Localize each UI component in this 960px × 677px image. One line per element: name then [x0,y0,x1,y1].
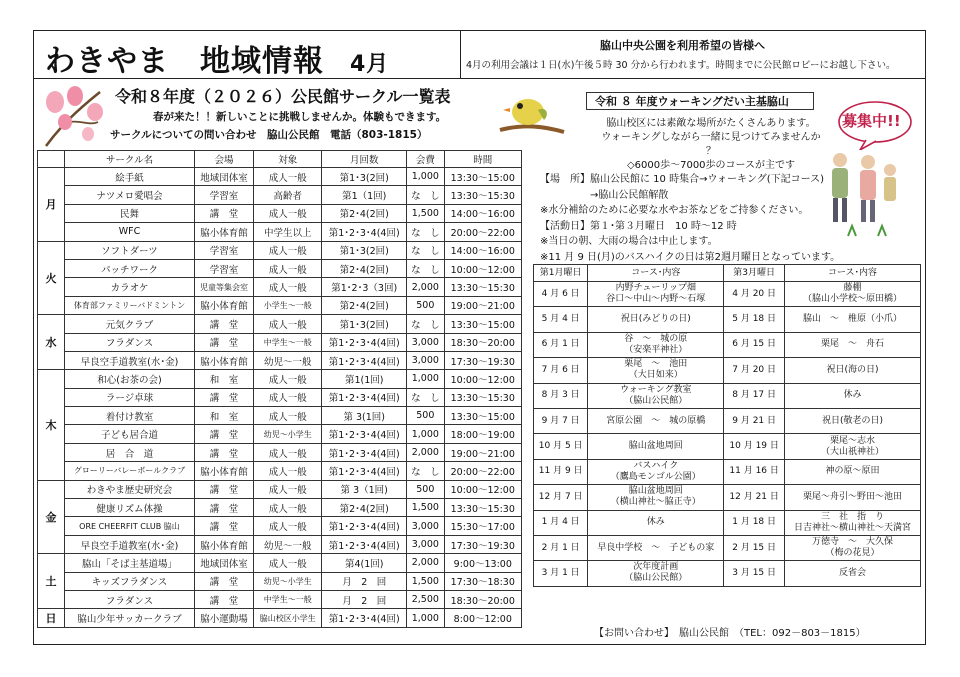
table-cell: 脇小体育館 [194,462,253,480]
bird-illustration-icon [498,88,566,140]
table-cell: 民舞 [65,204,195,222]
header-cell: 月回数 [322,151,407,168]
table-cell: 脇山校区小学生 [254,609,322,627]
table-cell: 講 堂 [194,204,253,222]
table-cell: ソフトダーツ [65,241,195,259]
table-cell: 9 月 21 日 [724,408,785,433]
table-cell: な し [407,315,444,333]
circle-contact: サークルについての問い合わせ 脇山公民館 電話（803-1815） [110,129,428,141]
table-cell: 居 合 道 [65,443,195,461]
table-row [38,278,522,296]
table-cell: 成人一般 [254,370,322,388]
header-cell: 第1月曜日 [534,265,588,282]
table-cell: 17:30～18:30 [444,572,521,590]
table-cell: 7 月 20 日 [724,358,785,383]
table-cell: 次年度計画 （脇山公民館） [588,561,724,586]
table-cell: 8:00～12:00 [444,609,521,627]
table-cell: グローリーバレーボールクラブ [65,462,195,480]
day-cell: 水 [38,315,65,370]
day-cell: 金 [38,480,65,554]
table-cell: 成人一般 [254,204,322,222]
table-cell: 児童等集会室 [194,278,253,296]
table-row [534,307,921,332]
table-cell: 藤棚 （脇山小学校～原田橋） [785,282,921,307]
table-cell: 第 3(1回) [322,407,407,425]
table-row [38,572,522,590]
table-cell: 成人一般 [254,315,322,333]
day-cell: 木 [38,370,65,480]
header-cell: 対象 [254,151,322,168]
table-cell: 17:30～19:30 [444,535,521,553]
table-cell: 第1･2･3･4(4回) [322,535,407,553]
table-cell: 成人一般 [254,278,322,296]
table-cell: 祝日(敬老の日) [785,408,921,433]
table-row [38,517,522,535]
table-cell: 6 月 15 日 [724,332,785,357]
table-cell: 13:30～15:30 [444,388,521,406]
table-cell: 和心(お茶の会) [65,370,195,388]
table-cell: 講 堂 [194,315,253,333]
table-cell: 講 堂 [194,517,253,535]
table-cell: 1,500 [407,572,444,590]
table-cell: 1,500 [407,204,444,222]
table-cell: 第1･3(2回) [322,168,407,186]
table-row [534,561,921,586]
table-cell: 休み [785,383,921,408]
table-cell: 成人一般 [254,480,322,498]
table-cell: 講 堂 [194,590,253,608]
table-cell: 1 月 4 日 [534,510,588,535]
table-cell: WFC [65,223,195,241]
walking-title: 令和 ８ 年度ウォーキングだい主基脇山 [586,92,814,110]
recruiting-label: 募集中!! [842,112,901,130]
table-cell: 地域団体室 [194,168,253,186]
table-row [534,332,921,357]
day-cell: 土 [38,554,65,609]
table-row [38,609,522,627]
table-cell: 中学生以上 [254,223,322,241]
table-row [38,388,522,406]
table-cell: 5 月 4 日 [534,307,588,332]
table-cell: 500 [407,480,444,498]
table-cell: 子ども居合道 [65,425,195,443]
table-cell: 11 月 16 日 [724,459,785,484]
walking-schedule-table [533,264,921,587]
table-cell: 19:00～21:00 [444,296,521,314]
table-cell: 9:00～13:00 [444,554,521,572]
table-cell: 第1･2･3･4(4回) [322,351,407,369]
table-cell: 19:00～21:00 [444,443,521,461]
table-cell: 20:00～22:00 [444,462,521,480]
circle-list-title: 令和８年度（２０２６）公民館サークル一覧表 [115,87,451,106]
table-cell: 第 3（1回) [322,480,407,498]
table-cell: 講 堂 [194,388,253,406]
day-cell: 日 [38,609,65,627]
table-cell: 第1･2･3･4(4回) [322,443,407,461]
header-cell: コース･内容 [588,265,724,282]
table-cell: ウォーキング教室 （脇山公民館） [588,383,724,408]
table-cell: 成人一般 [254,499,322,517]
table-row [534,459,921,484]
table-cell: 休み [588,510,724,535]
table-cell: 1,500 [407,499,444,517]
table-row [38,535,522,553]
table-header-row [38,151,522,168]
table-cell: 13:30～15:00 [444,407,521,425]
table-row [38,223,522,241]
table-cell: 第1･2･3（3回) [322,278,407,296]
header-cell [38,151,65,168]
table-cell: 2 月 15 日 [724,535,785,560]
table-cell: 脇小体育館 [194,351,253,369]
table-cell: 中学生～一般 [254,590,322,608]
table-cell: 健康リズム体操 [65,499,195,517]
table-cell: 2 月 1 日 [534,535,588,560]
table-cell: 脇小運動場 [194,609,253,627]
table-cell: 14:00～16:00 [444,204,521,222]
table-cell: 10:00～12:00 [444,480,521,498]
table-cell: 15:30～17:00 [444,517,521,535]
table-cell: 9 月 7 日 [534,408,588,433]
table-cell: 学習室 [194,186,253,204]
table-row [38,168,522,186]
table-cell: 脇山 ～ 椎原（小爪） [785,307,921,332]
table-cell: 宮原公園 ～ 城の原橋 [588,408,724,433]
header-cell: 第3月曜日 [724,265,785,282]
table-cell: 学習室 [194,259,253,277]
table-cell: 第1･2･3･4(4回) [322,462,407,480]
table-row [534,510,921,535]
table-cell: 第1(1回) [322,370,407,388]
table-cell: 18:00～19:00 [444,425,521,443]
table-cell: 1,000 [407,168,444,186]
table-cell: 講 堂 [194,480,253,498]
table-cell: 1 月 18 日 [724,510,785,535]
table-cell: 幼児～一般 [254,535,322,553]
table-cell: 成人一般 [254,388,322,406]
table-cell: 3 月 1 日 [534,561,588,586]
header-cell: コース･内容 [785,265,921,282]
table-cell: 17:30～19:30 [444,351,521,369]
table-cell: 神の原～原田 [785,459,921,484]
table-cell: 月 2 回 [322,590,407,608]
table-cell: ORE CHEERFIT CLUB 脇山 [65,517,195,535]
table-cell: 成人一般 [254,462,322,480]
table-cell: 18:30～20:00 [444,333,521,351]
table-cell: な し [407,241,444,259]
table-row [38,554,522,572]
table-cell: 13:30～15:30 [444,186,521,204]
table-cell: な し [407,223,444,241]
table-cell: 体育部ファミリーバドミントン [65,296,195,314]
table-cell: ナツメロ愛唱会 [65,186,195,204]
table-cell: 3,000 [407,517,444,535]
table-cell: 第1･2･3･4(4回) [322,223,407,241]
table-cell: 3,000 [407,535,444,553]
table-cell: 10 月 5 日 [534,434,588,459]
table-cell: 幼児～一般 [254,351,322,369]
table-cell: 第2･4(2回) [322,296,407,314]
table-cell: 谷 ～ 城の原 （安楽平神社） [588,332,724,357]
table-row [534,358,921,383]
table-cell: 10 月 19 日 [724,434,785,459]
table-row [38,204,522,222]
table-cell: 脇山「そば主基道場」 [65,554,195,572]
table-cell: 早良空手道教室(水･金) [65,351,195,369]
table-cell: 元気クラブ [65,315,195,333]
table-cell: な し [407,186,444,204]
header-cell: 時間 [444,151,521,168]
day-cell: 火 [38,241,65,315]
table-cell: な し [407,388,444,406]
table-cell: 絵手紙 [65,168,195,186]
divider [33,78,926,79]
header-cell: サークル名 [65,151,195,168]
table-row [38,370,522,388]
table-cell: 脇山少年サッカークラブ [65,609,195,627]
table-cell: フラダンス [65,333,195,351]
table-cell: 講 堂 [194,499,253,517]
table-cell: 成人一般 [254,168,322,186]
table-cell: 講 堂 [194,572,253,590]
table-cell: 脇山盆地周回 [588,434,724,459]
table-row [534,434,921,459]
table-cell: 第1（1回) [322,186,407,204]
table-cell: 成人一般 [254,407,322,425]
table-cell: 12 月 7 日 [534,485,588,510]
table-cell: 反省会 [785,561,921,586]
table-cell: 講 堂 [194,443,253,461]
table-cell: 高齢者 [254,186,322,204]
header-cell: 会場 [194,151,253,168]
table-row [38,296,522,314]
table-row [38,351,522,369]
table-cell: な し [407,259,444,277]
divider [460,30,461,78]
table-cell: 学習室 [194,241,253,259]
table-cell: 3 月 15 日 [724,561,785,586]
walking-info: 【場 所】脇山公民館に 10 時集合→ウォーキング(下記コース) →脇山公民館解散 ※水分補給のために必要な水やお茶などをご持参ください。 【活動日】第１･第３月曜日 10 時～12 時 ※当日の朝、大雨の場合は中止します。 ※11 月 9 日(月)のバスハイクの日は第2週月曜日となっています。 [540,174,841,263]
table-cell: 第2･4(2回) [322,499,407,517]
table-cell: 脇小体育館 [194,535,253,553]
table-cell: 3,000 [407,333,444,351]
table-cell: 13:30～15:30 [444,499,521,517]
table-cell: 13:30～15:30 [444,278,521,296]
table-cell: 小学生～一般 [254,296,322,314]
table-cell: 12 月 21 日 [724,485,785,510]
circle-list-subtitle: 春が来た！！新しいことに挑戦しませんか。体験もできます。 [153,111,447,123]
table-cell: 成人一般 [254,259,322,277]
table-cell: 2,000 [407,443,444,461]
table-cell: 三 社 指 り 日吉神社～横山神社～天満宮 [785,510,921,535]
table-row [38,425,522,443]
table-cell: 18:30～20:00 [444,590,521,608]
table-cell: 4 月 6 日 [534,282,588,307]
circle-table [37,150,522,628]
table-cell: 内野チューリップ畑 谷口～中山～内野～石塚 [588,282,724,307]
flower-illustration-icon [40,82,112,148]
table-cell: 3,000 [407,351,444,369]
table-cell: 13:30～15:00 [444,315,521,333]
table-row [38,333,522,351]
table-cell: 13:30～15:00 [444,168,521,186]
table-cell: バスハイク （鷹島モンゴル公園） [588,459,724,484]
table-cell: 栗尾 ～ 舟石 [785,332,921,357]
table-cell: な し [407,462,444,480]
table-cell: 脇小体育館 [194,223,253,241]
table-cell: 栗尾 ～ 池田 （大日如来） [588,358,724,383]
table-cell: パッチワーク [65,259,195,277]
table-cell: 地域団体室 [194,554,253,572]
header-cell: 会費 [407,151,444,168]
table-row [38,480,522,498]
table-row [38,407,522,425]
table-cell: 20:00～22:00 [444,223,521,241]
table-cell: 成人一般 [254,517,322,535]
table-cell: 着付け教室 [65,407,195,425]
page-title: わきやま 地域情報 4月 [45,44,390,79]
table-cell: 10:00～12:00 [444,370,521,388]
table-cell: 成人一般 [254,554,322,572]
table-cell: 和 室 [194,370,253,388]
table-row [38,443,522,461]
table-cell: 万徳寺 ～ 大久保 （梅の花見） [785,535,921,560]
table-cell: 第1･3(2回) [322,241,407,259]
table-cell: 2,000 [407,554,444,572]
table-cell: 第2･4(2回) [322,204,407,222]
table-cell: 幼児～小学生 [254,425,322,443]
notice-heading: 脇山中央公園を利用希望の皆様へ [600,39,765,52]
table-cell: 成人一般 [254,443,322,461]
table-cell: 第1･2･3･4(4回) [322,425,407,443]
table-cell: 第2･4(2回) [322,259,407,277]
walking-intro: 脇山校区には素敵な場所がたくさんあります。 ウォーキングしながら一緒に見つけてみませんか ？ ◇6000歩～7000歩のコースが主です [601,118,821,171]
table-cell: 第1･2･3･4(4回) [322,517,407,535]
contact-footer: 【お問い合わせ】 脇山公民館 （TEL：092－803－1815） [594,628,866,639]
month-label: 4月 [350,52,390,77]
table-cell: 1,000 [407,370,444,388]
table-cell: 2,000 [407,278,444,296]
table-row [534,485,921,510]
table-cell: 栗尾～志水 （大山祇神社） [785,434,921,459]
table-cell: 2,500 [407,590,444,608]
table-row [38,241,522,259]
table-cell: 脇小体育館 [194,296,253,314]
table-cell: フラダンス [65,590,195,608]
table-cell: 5 月 18 日 [724,307,785,332]
table-cell: 第1･2･3･4(4回) [322,609,407,627]
table-row [534,408,921,433]
notice-body: 4月の利用会議は１日(水)午後５時 30 分から行われます。時間までに公民館ロビーにお越し下さい。 [466,60,896,71]
table-row [534,535,921,560]
table-row [38,315,522,333]
table-cell: 和 室 [194,407,253,425]
table-cell: 第1･3(2回) [322,315,407,333]
table-cell: 14:00～16:00 [444,241,521,259]
table-cell: 早良空手道教室(水･金) [65,535,195,553]
table-cell: 中学生～一般 [254,333,322,351]
table-cell: 栗尾～舟引～野田～池田 [785,485,921,510]
table-row [38,186,522,204]
table-cell: 第1･2･3･4(4回) [322,388,407,406]
table-cell: 8 月 17 日 [724,383,785,408]
table-cell: 6 月 1 日 [534,332,588,357]
table-cell: ラージ卓球 [65,388,195,406]
table-cell: 第4(1回) [322,554,407,572]
table-cell: 講 堂 [194,333,253,351]
table-cell: 脇山盆地周回 （横山神社～脇正寺） [588,485,724,510]
table-cell: 11 月 9 日 [534,459,588,484]
table-row [38,259,522,277]
table-row [38,462,522,480]
table-row [534,282,921,307]
table-cell: キッズフラダンス [65,572,195,590]
table-row [38,590,522,608]
table-cell: 成人一般 [254,241,322,259]
table-cell: 1,000 [407,609,444,627]
table-row [38,499,522,517]
table-cell: 祝日(みどりの日) [588,307,724,332]
table-cell: 4 月 20 日 [724,282,785,307]
table-cell: 月 2 回 [322,572,407,590]
table-cell: カラオケ [65,278,195,296]
table-cell: 10:00～12:00 [444,259,521,277]
table-header-row [534,265,921,282]
table-cell: 講 堂 [194,425,253,443]
table-cell: 500 [407,407,444,425]
table-cell: 500 [407,296,444,314]
table-cell: 1,000 [407,425,444,443]
day-cell: 月 [38,168,65,242]
table-cell: 第1･2･3･4(4回) [322,333,407,351]
table-cell: 早良中学校 ～ 子どもの家 [588,535,724,560]
table-row [534,383,921,408]
table-cell: 幼児～小学生 [254,572,322,590]
table-cell: 7 月 6 日 [534,358,588,383]
table-cell: 8 月 3 日 [534,383,588,408]
table-cell: 祝日(海の日) [785,358,921,383]
table-cell: わきやま歴史研究会 [65,480,195,498]
